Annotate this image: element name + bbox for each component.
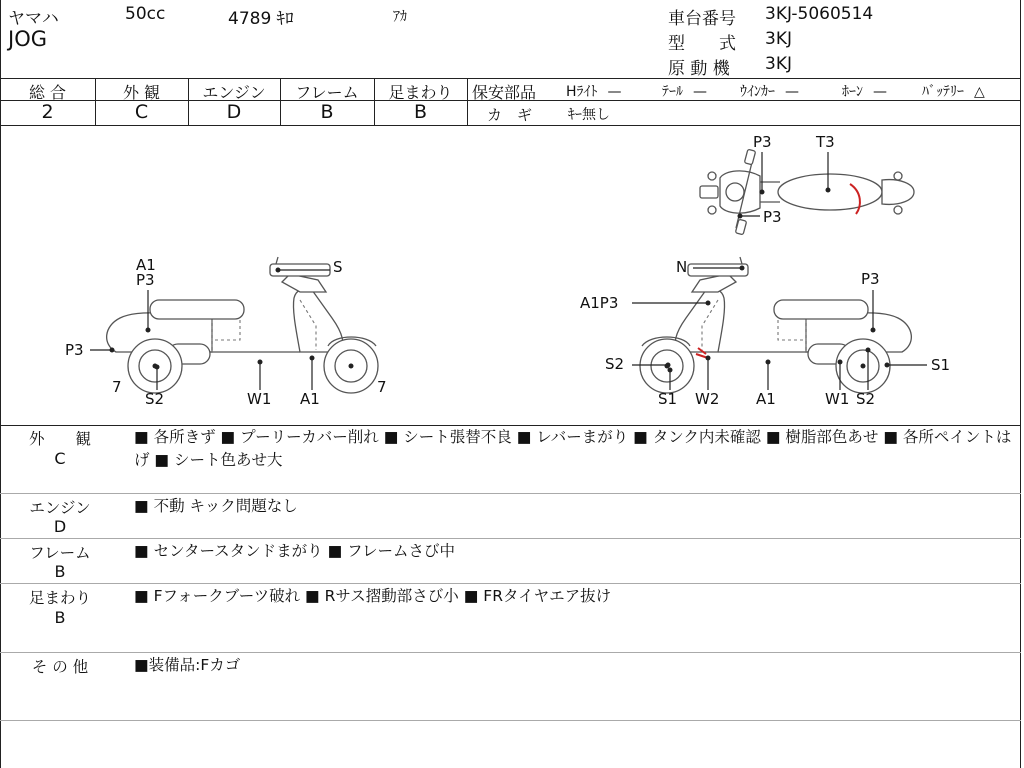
diagram-label: S1 [931, 356, 951, 374]
diagram-label: 7 [377, 378, 387, 396]
key-label: カ ギ [487, 106, 533, 124]
key-value: ｷｰ無し [568, 107, 610, 123]
model-type-label: 型 式 [668, 34, 736, 54]
safety-item-mark: — [785, 84, 799, 100]
maker: ヤマハ [8, 9, 59, 29]
note-text: ■ 不動 キック問題なし [134, 497, 298, 515]
grade-col-divider [467, 78, 468, 125]
diagram-label: T3 [816, 133, 835, 151]
note-divider [0, 538, 1021, 539]
scooter-top-view [700, 149, 914, 235]
grade-exterior-value: C [134, 101, 149, 123]
diagram-label: W1 [825, 390, 850, 408]
model-type: 3KJ [765, 29, 792, 49]
safety-item-mark: — [693, 84, 707, 100]
note-grade: B [54, 608, 66, 627]
note-label: そ の 他 [31, 658, 89, 676]
grade-engine-label: エンジン [202, 83, 266, 102]
note-text: ■装備品:Fカゴ [134, 656, 241, 674]
safety-item-mark: △ [974, 84, 985, 100]
note-label: 足まわり [28, 589, 91, 607]
diagram-label: A1 [300, 390, 320, 408]
body-color: ｱｶ [393, 9, 407, 25]
note-grade: C [54, 449, 66, 468]
displacement: 50cc [125, 4, 166, 24]
safety-item-battery [922, 81, 985, 101]
model-name: JOG [8, 27, 47, 51]
note-text: ■ Fフォークブーツ破れ ■ Rサス摺動部さび小 ■ FRタイヤエア抜け [134, 587, 612, 605]
frame-number: 3KJ-5060514 [765, 4, 874, 24]
grade-overall-label: 総 合 [28, 83, 67, 102]
safety-item-name: ﾊﾞｯﾃﾘｰ [922, 84, 964, 100]
diagram-label: S2 [856, 390, 876, 408]
diagram-label: P3 [763, 208, 782, 226]
mileage: 4789 ｷﾛ [228, 9, 294, 29]
diagram-label: S [333, 258, 343, 276]
grade-engine-value: D [226, 101, 242, 123]
engine-type-label: 原 動 機 [668, 59, 730, 79]
grade-suspension-value: B [413, 101, 428, 123]
note-divider [0, 493, 1021, 494]
grade-suspension-label: 足まわり [388, 83, 453, 102]
safety-item-taillight [662, 81, 707, 101]
safety-item-headlight [566, 81, 622, 101]
grade-exterior-label: 外 観 [122, 83, 161, 102]
diagram-label: W2 [695, 390, 720, 408]
diagram-label: P3 [753, 133, 772, 151]
diagram-label: W1 [247, 390, 272, 408]
safety-item-mark: — [873, 84, 887, 100]
grade-frame-label: フレーム [295, 83, 359, 102]
grade-frame-value: B [320, 101, 334, 123]
diagram-label: A1P3 [580, 294, 619, 312]
note-divider [0, 583, 1021, 584]
note-label: フレーム [29, 544, 91, 562]
divider-header [0, 78, 1021, 79]
diagram-label: P3 [65, 341, 84, 359]
diagram-label: S1 [658, 390, 678, 408]
safety-parts-label: 保安部品 [472, 83, 537, 102]
note-grade: D [53, 517, 67, 536]
diagram-label: N [676, 258, 688, 276]
note-grade: B [54, 562, 66, 581]
diagram-label: A1 [756, 390, 776, 408]
diagram-label: 7 [112, 378, 122, 396]
note-label: エンジン [29, 499, 91, 517]
safety-item-horn [842, 81, 887, 101]
diagram-label: P3 [861, 270, 880, 288]
note-divider [0, 720, 1021, 721]
safety-item-name: Hﾗｲﾄ [566, 84, 598, 100]
safety-item-turn-signal [740, 81, 799, 101]
note-divider [0, 652, 1021, 653]
grade-overall-value: 2 [41, 101, 54, 123]
diagram-label: S2 [145, 390, 165, 408]
safety-item-mark: — [607, 84, 622, 100]
diagram-label: P3 [136, 271, 155, 289]
diagram-label: S2 [605, 355, 625, 373]
note-label: 外 観 [28, 430, 91, 448]
frame-number-label: 車台番号 [668, 9, 736, 29]
diagram-label: A1 [136, 256, 156, 274]
note-text: ■ センタースタンドまがり ■ フレームさび中 [134, 542, 456, 560]
engine-type: 3KJ [765, 54, 792, 74]
vehicle-diagram [0, 125, 1024, 425]
note-text: ■ 各所きず ■ プーリーカバー削れ ■ シート張替不良 ■ レバーまがり ■ タンク内未確認 ■ 樹脂部色あせ ■ 各所ペイントはげ ■ シート色あせ大 [134, 428, 1012, 469]
safety-item-name: ﾃｰﾙ [662, 84, 683, 100]
safety-item-name: ﾎｰﾝ [842, 84, 863, 100]
safety-item-name: ｳｲﾝｶｰ [740, 84, 775, 100]
